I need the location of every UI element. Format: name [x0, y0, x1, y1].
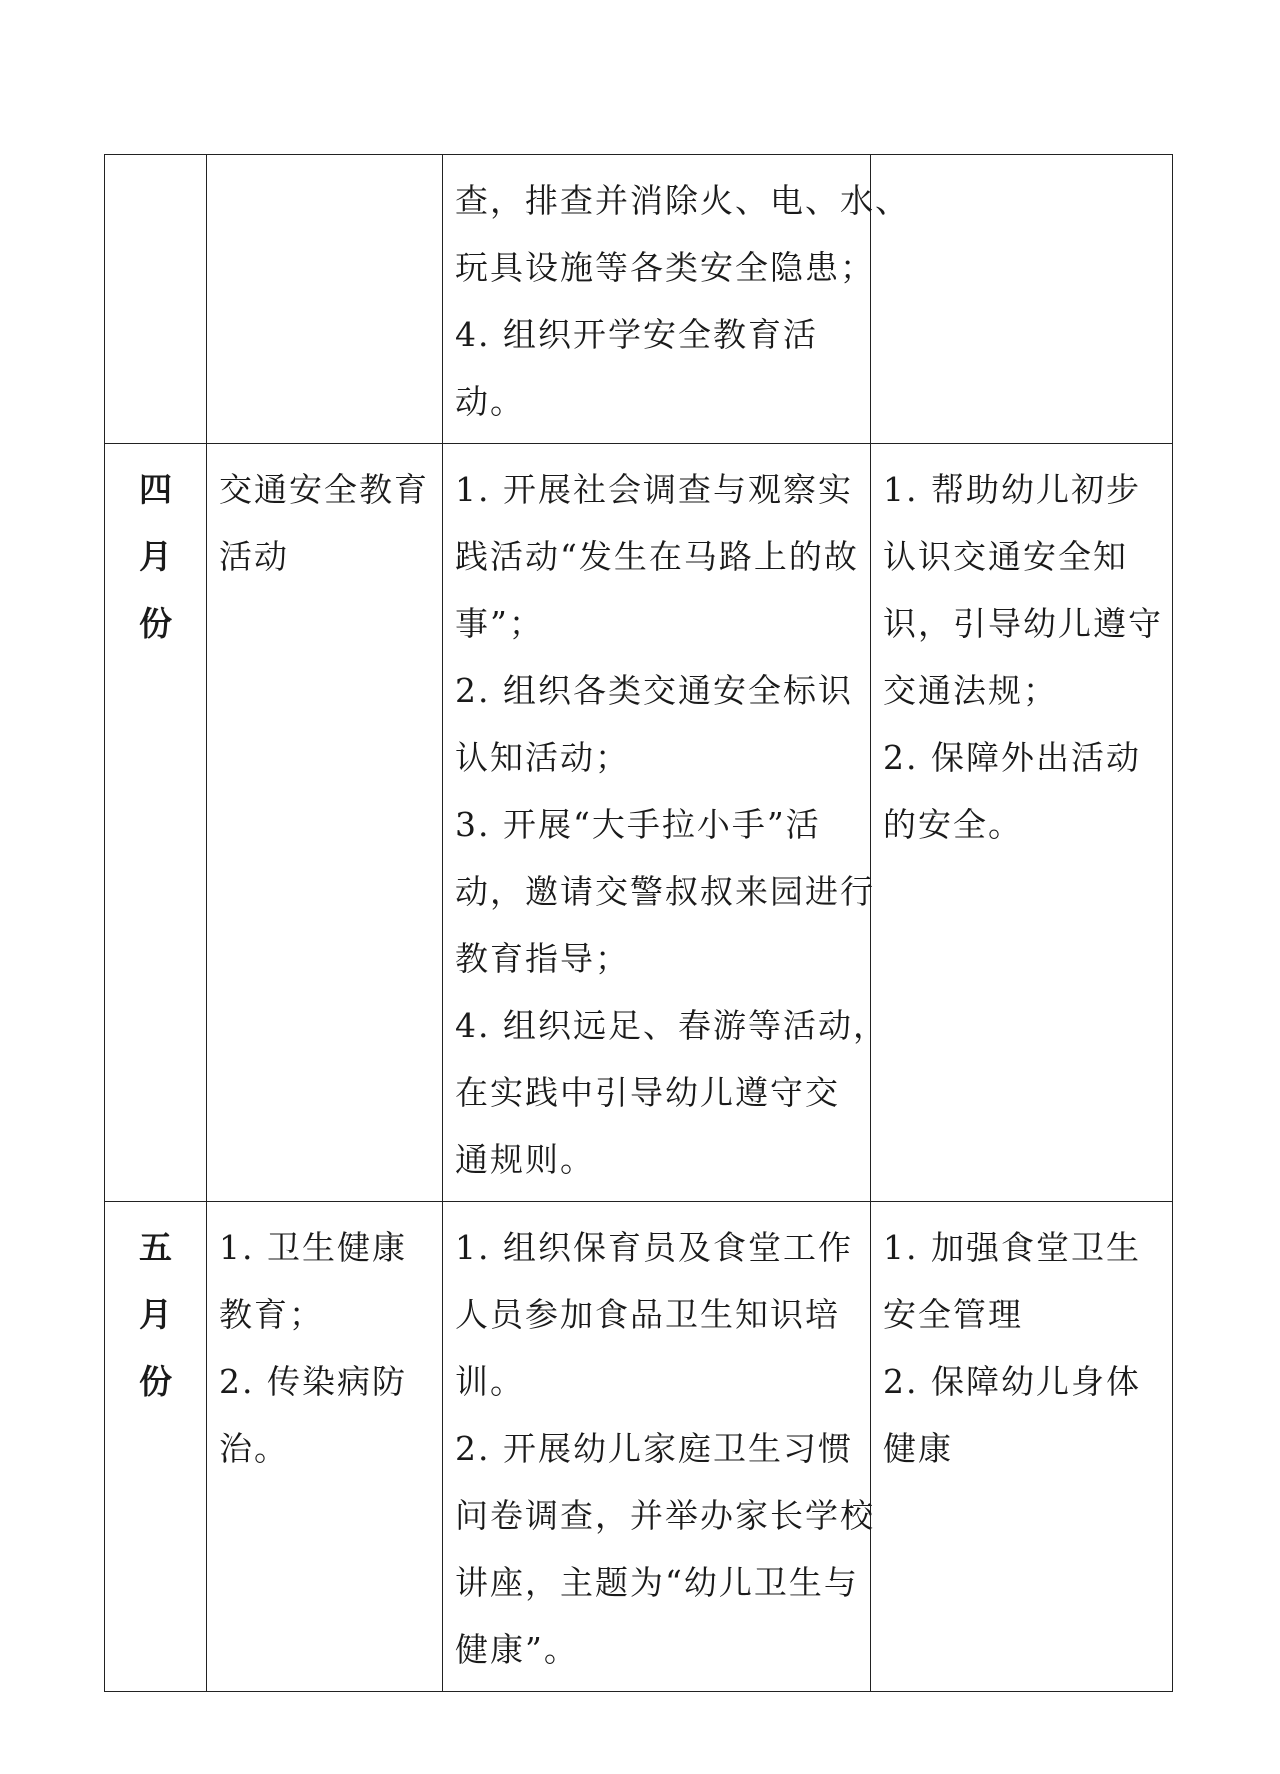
month-cell [105, 444, 207, 1202]
text-line: 3. 开展“大手拉小手”活 [455, 805, 821, 844]
text-line: 2. 保障幼儿身体 [883, 1362, 1141, 1401]
text-line: 安全管理 [883, 1295, 1023, 1334]
text-line: 交通法规； [883, 671, 1058, 710]
text-line: 2. 开展幼儿家庭卫生习惯 [455, 1429, 853, 1468]
text-line: 2. 传染病防 [219, 1362, 407, 1401]
text-line: 认识交通安全知 [883, 537, 1128, 576]
month-cell [105, 155, 207, 444]
goals-cell [871, 155, 1173, 444]
text-line: 问卷调查，并举办家长学校 [455, 1496, 875, 1535]
month-label: 月 [139, 1295, 174, 1334]
topic-cell [207, 155, 443, 444]
table-row [105, 1202, 1173, 1692]
text-line: 识，引导幼儿遵守 [883, 604, 1163, 643]
text-line: 2. 组织各类交通安全标识 [455, 671, 853, 710]
text-line: 玩具设施等各类安全隐患； [455, 248, 875, 287]
month-cell [105, 1202, 207, 1692]
text-line: 认知活动； [455, 738, 630, 777]
topic-cell [207, 1202, 443, 1692]
table-row [105, 444, 1173, 1202]
text-line: 动，邀请交警叔叔来园进行 [455, 872, 875, 911]
goals-cell [871, 1202, 1173, 1692]
text-line: 1. 加强食堂卫生 [883, 1228, 1141, 1267]
measures-cell [443, 1202, 875, 1692]
text-line: 的安全。 [883, 805, 1023, 844]
text-line: 4. 组织远足、春游等活动， [455, 1006, 888, 1045]
measures-cell [443, 444, 888, 1202]
month-label: 五 [139, 1228, 174, 1267]
month-label: 份 [139, 604, 174, 643]
text-line: 1. 帮助幼儿初步 [883, 470, 1141, 509]
month-label: 月 [139, 537, 174, 576]
measures-cell [443, 155, 910, 444]
table-row [105, 155, 1173, 444]
month-label: 四 [139, 470, 174, 509]
text-line: 4. 组织开学安全教育活 [455, 315, 818, 354]
text-line: 讲座，主题为“幼儿卫生与 [455, 1563, 859, 1602]
safety-plan-table [104, 154, 1173, 1692]
text-line: 1. 卫生健康 [219, 1228, 407, 1267]
month-label: 份 [139, 1362, 174, 1401]
text-line: 1. 组织保育员及食堂工作 [455, 1228, 853, 1267]
text-line: 交通安全教育 [219, 470, 429, 509]
text-line: 治。 [219, 1429, 289, 1468]
text-line: 通规则。 [455, 1140, 595, 1179]
text-line: 查，排查并消除火、电、水、 [455, 181, 910, 220]
text-line: 在实践中引导幼儿遵守交 [455, 1073, 840, 1112]
text-line: 践活动“发生在马路上的故 [455, 537, 859, 576]
topic-cell [207, 444, 443, 1202]
text-line: 1. 开展社会调查与观察实 [455, 470, 853, 509]
text-line: 健康”。 [455, 1630, 579, 1669]
text-line: 训。 [455, 1362, 525, 1401]
text-line: 人员参加食品卫生知识培 [455, 1295, 840, 1334]
text-line: 2. 保障外出活动 [883, 738, 1141, 777]
text-line: 活动 [219, 537, 289, 576]
text-line: 教育； [219, 1295, 324, 1334]
text-line: 健康 [883, 1429, 953, 1468]
text-line: 事”； [455, 604, 544, 643]
text-line: 动。 [455, 382, 525, 421]
goals-cell [871, 444, 1173, 1202]
text-line: 教育指导； [455, 939, 630, 978]
